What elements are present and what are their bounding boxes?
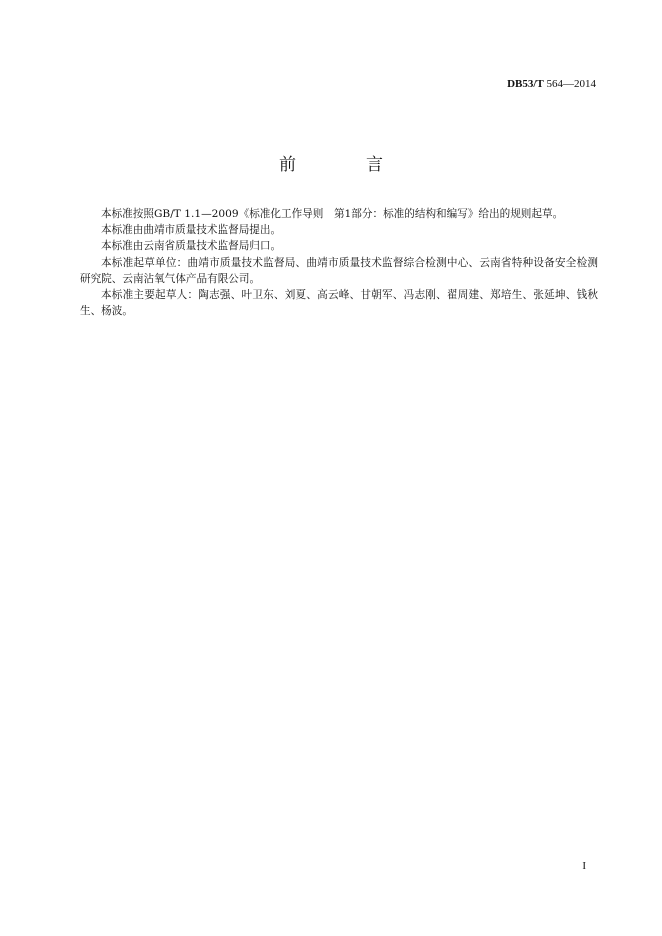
paragraph-drafting-units: 本标准起草单位：曲靖市质量技术监督局、曲靖市质量技术监督综合检测中心、云南省特种设备安全检测研究院、云南沾氧气体产品有限公司。: [80, 256, 598, 285]
page-title: [0, 150, 662, 175]
foreword-body: [80, 206, 598, 319]
document-identifier: [507, 78, 596, 90]
paragraph-drafters: 本标准主要起草人：陶志强、叶卫东、刘夏、高云峰、甘朝军、冯志刚、翟周建、郑培生、张延坤、钱秋生、杨波。: [80, 289, 598, 318]
paragraph-drafting-rules: 本标准按照GB/T 1.1—2009《标准化工作导则 第1部分：标准的结构和编写》给出的规则起草。: [101, 208, 564, 220]
document-identifier-number: 564—2014: [546, 78, 596, 90]
page-number: I: [582, 860, 586, 872]
paragraph-centralized-by: 本标准由云南省质量技术监督局归口。: [101, 240, 282, 253]
title-char-2: 言: [366, 155, 383, 175]
paragraph-proposed-by: 本标准由曲靖市质量技术监督局提出。: [101, 224, 282, 237]
document-identifier-prefix: DB53/T: [507, 78, 544, 90]
title-char-1: 前: [279, 155, 296, 175]
